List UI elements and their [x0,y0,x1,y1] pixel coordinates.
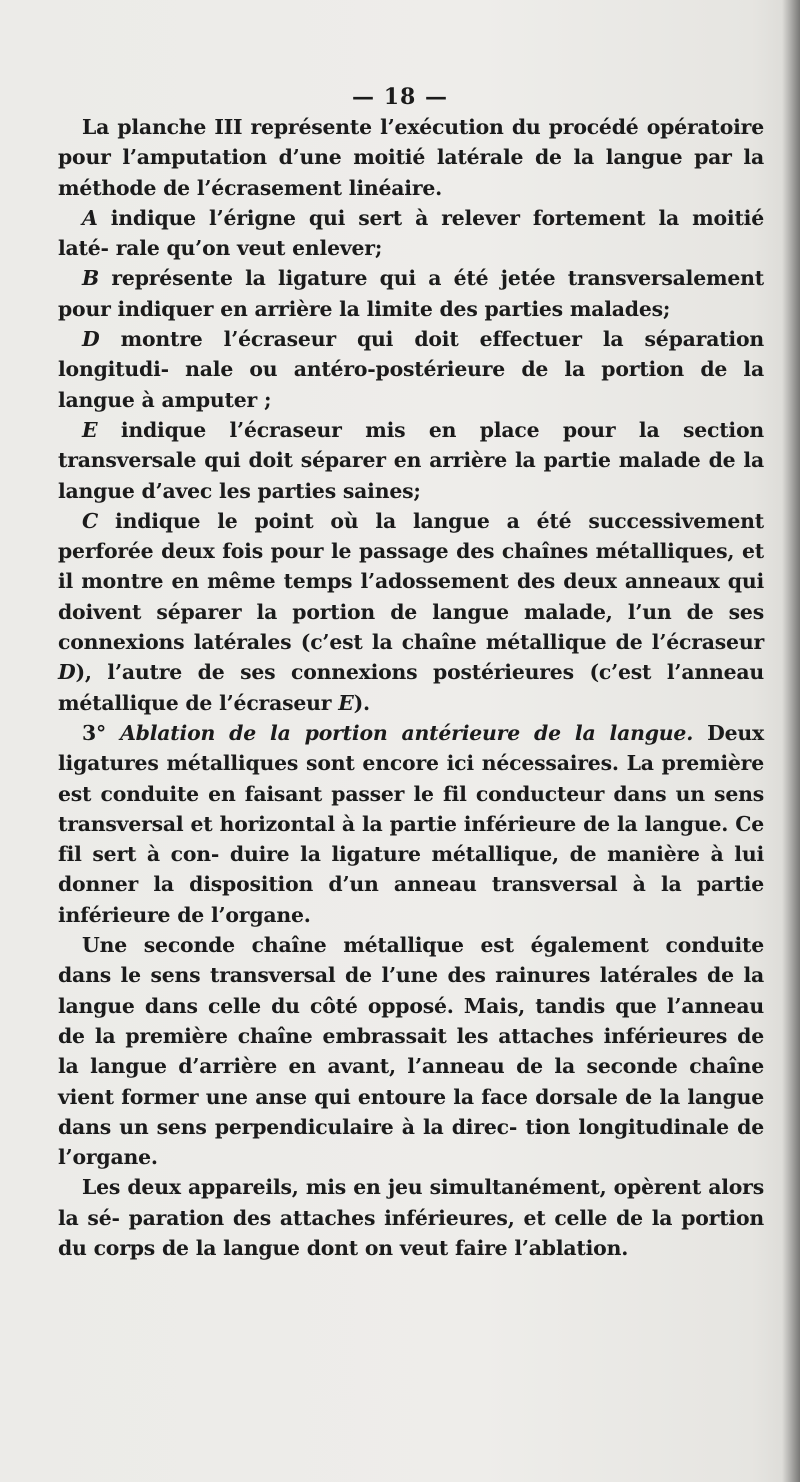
figure-letter-a: A [82,205,98,230]
figure-letter-c: C [82,508,99,533]
figure-letter-d-ref: D [58,660,76,685]
text-segment: représente la ligature qui a été jetée transversalement pour indiquer en arrière la limite des parties malades; [58,266,764,321]
paragraph-e-ecraseur [58,415,764,506]
page-binding-shadow [782,0,800,1482]
text-segment: indique l’érigne qui sert à relever fortement la moitié laté- rale qu’on veut enlever; [58,205,764,261]
paragraph-ablation-heading [58,718,764,930]
section-number: 3° [82,720,121,745]
paragraph-seconde-chaine [58,930,764,1172]
paragraph-c-perforation [58,506,764,718]
paragraph-d-ecraseur [58,324,764,415]
body-text [58,112,764,1263]
figure-letter-d: D [82,327,100,352]
text-segment: indique le point où la langue a été successivement perforée deux fois pour le passage des chaînes métalliques, et il montre en même temps l’adossement des deux anneaux qui doivent séparer la portion de langue malade, l’un de ses connexions latérales (c’est la chaîne métallique de l’écraseur [58,508,764,655]
text-segment: ). [353,690,370,715]
section-title: Ablation de la portion antérieure de la langue. [120,720,694,745]
page-number: — 18 — [352,84,448,110]
figure-letter-b: B [82,266,100,291]
figure-letter-e: E [82,417,98,442]
paragraph-planche-intro [58,112,764,203]
text-segment: Les deux appareils, mis en jeu simultanément, opèrent alors la sé- paration des attaches inférieures, et celle de la portion du corps de la langue dont on veut faire l’ablation. [58,1175,764,1260]
text-segment: La planche III représente l’exécution du procédé opératoire pour l’amputation d’une moitié latérale de la langue par la méthode de l’écrasement linéaire. [58,115,764,200]
paragraph-a-erigne [58,203,764,264]
text-segment: indique l’écraseur mis en place pour la section transversale qui doit séparer en arrière la partie malade de la langue d’avec les parties saines; [58,417,764,503]
paragraph-deux-appareils [58,1172,764,1263]
text-segment: Deux ligatures métalliques sont encore ici nécessaires. La première est conduite en faisant passer le fil conducteur dans un sens transversal et horizontal à la partie inférieure de la langue. Ce fil sert à con- duire la ligature métallique, de manière à lui donner la disposition d’un anneau transversal à la partie inférieure de l’organe. [58,720,764,927]
text-segment: Une seconde chaîne métallique est également conduite dans le sens transversal de l’une des rainures latérales de la langue dans celle du côté opposé. Mais, tandis que l’anneau de la première chaîne embrassait les attaches inférieures de la langue d’arrière en avant, l’anneau de la seconde chaîne vient former une anse qui entoure la face dorsale de la langue dans un sens perpendiculaire à la direc- tion longitudinale de l’organe. [58,933,764,1170]
figure-letter-e-ref: E [338,690,354,715]
text-segment: montre l’écraseur qui doit effectuer la séparation longitudi- nale ou antéro-postérieure de la portion de la langue à amputer ; [58,327,764,412]
text-segment: ), l’autre de ses connexions postérieures (c’est l’anneau métallique de l’écraseur [58,660,764,715]
paragraph-b-ligature [58,263,764,324]
